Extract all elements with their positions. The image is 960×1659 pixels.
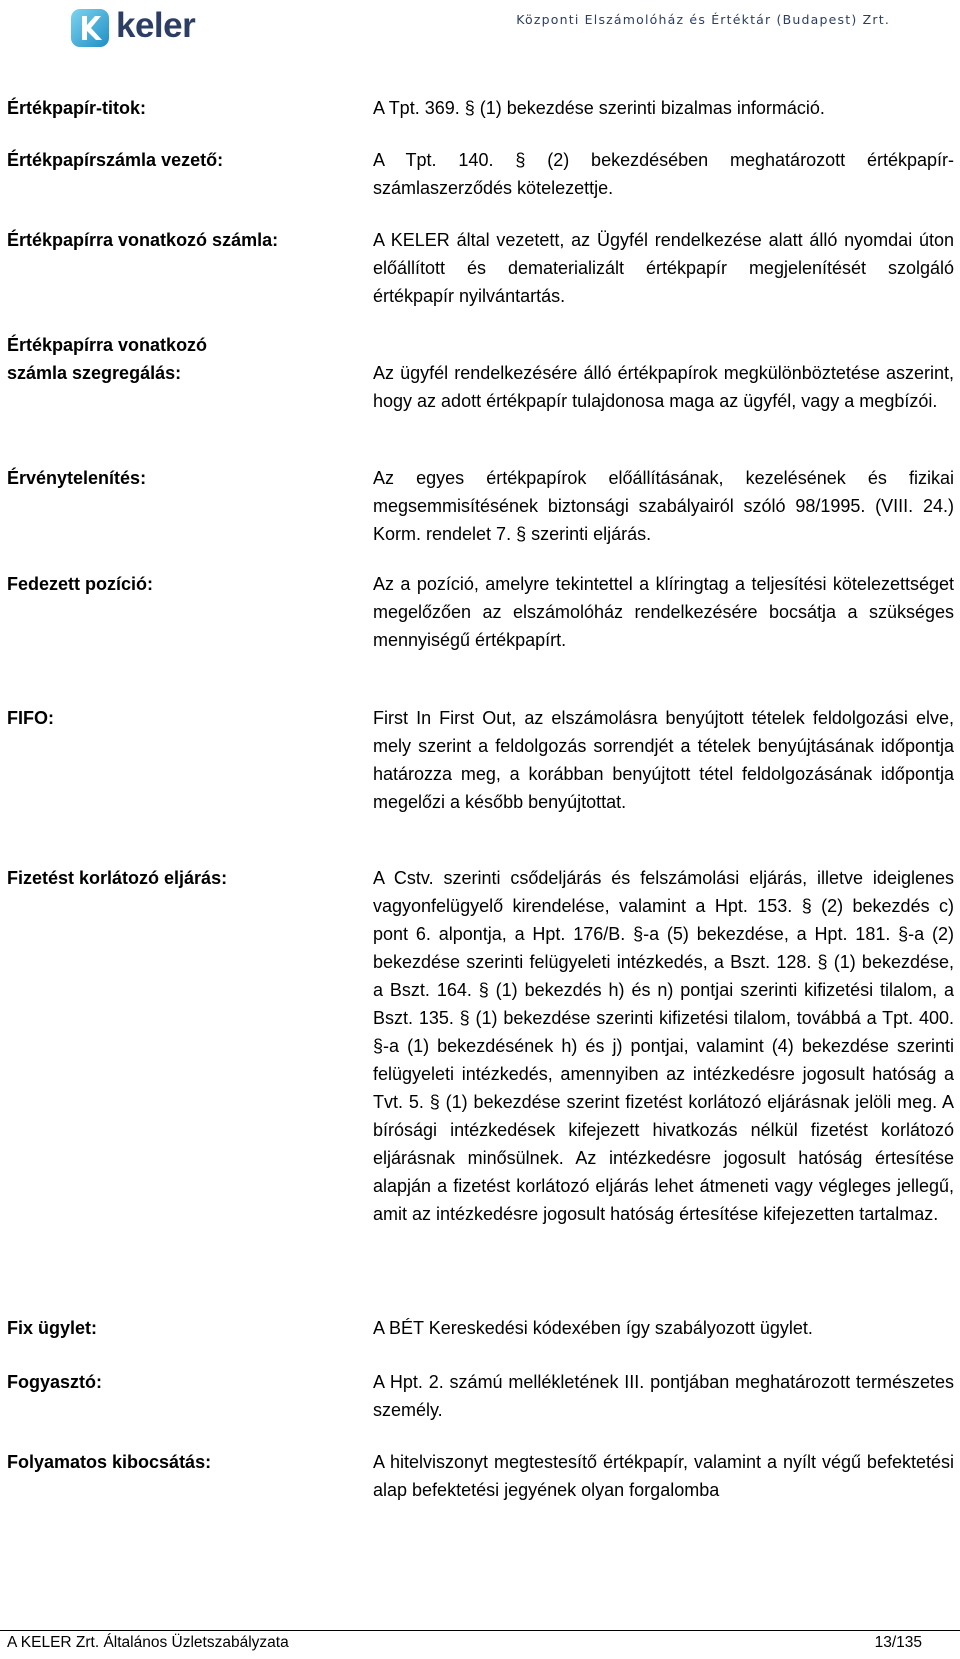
- definition: A Tpt. 140. § (2) bekezdésében meghatározott értékpapír-számlaszerződés kötelezettje.: [373, 150, 954, 198]
- definition: Az ügyfél rendelkezésére álló értékpapírok megkülönböztetése aszerint, hogy az adott értékpapír tulajdonosa maga az ügyfél, vagy a megbízói.: [373, 363, 954, 411]
- definition: A KELER által vezetett, az Ügyfél rendelkezése alatt álló nyomdai úton előállított és dematerializált értékpapír megjelenítését szolgáló értékpapír nyilvántartás.: [373, 230, 954, 306]
- term: Érvénytelenítés:: [7, 468, 147, 488]
- definition: A hitelviszonyt megtestesítő értékpapír, valamint a nyílt végű befektetési alap befektetési jegyének olyan forgalomba: [373, 1452, 954, 1500]
- term: Értékpapírra vonatkozó számla:: [7, 230, 279, 250]
- organization-name: Központi Elszámolóház és Értéktár (Budapest) Zrt.: [516, 12, 890, 27]
- keler-logo: [70, 8, 195, 48]
- term: Fizetést korlátozó eljárás:: [7, 868, 228, 888]
- term-line: számla szegregálás:: [7, 363, 182, 383]
- term-line: Értékpapírra vonatkozó: [7, 335, 208, 355]
- logo-text: keler: [116, 6, 196, 45]
- term: Fix ügylet:: [7, 1318, 98, 1338]
- definition: A Cstv. szerinti csődeljárás és felszámolási eljárás, illetve ideiglenes vagyonfelügyelő kirendelése, valamint a Hpt. 153. § (2) bekezdés c) pont 6. alpontja, a Hpt. 176/B. §-a (5) bekezdése, a Hpt. 181. §-a (2) bekezdése szerinti felügyeleti intézkedés, a Bszt. 128. § (1) bekezdése, a Bszt. 164. § (1) bekezdés h) és n) pontjai szerinti kifizetési tilalom, a Bszt. 135. § (1) bekezdése szerinti kifizetési tilalom, továbbá a Tpt. 400. §-a (1) bekezdésének h) és j) pontjai, valamint (4) bekezdése szerinti felügyeleti intézkedés, amennyiben az intézkedésre jogosult hatóság a Tvt. 5. § (1) bekezdése szerint fizetést korlátozó eljárásnak jelöli meg. A bírósági intézkedések kifejezett hivatkozás nélkül fizetést korlátozó eljárásnak minősülnek. Az intézkedésre jogosult hatóság értesítése alapján a fizetést korlátozó eljárás lehet átmeneti vagy végleges jellegű, amit az intézkedésre jogosult hatóság értesítése kifejezetten tartalmaz.: [373, 868, 954, 1224]
- definition: A Hpt. 2. számú mellékletének III. pontjában meghatározott természetes személy.: [373, 1372, 954, 1420]
- term: FIFO:: [7, 708, 54, 728]
- footer-document-title: A KELER Zrt. Általános Üzletszabályzata: [7, 1634, 289, 1651]
- footer-divider: [0, 1630, 960, 1631]
- term: Fedezett pozíció:: [7, 574, 154, 594]
- term: Értékpapír-titok:: [7, 98, 147, 118]
- term: Fogyasztó:: [7, 1372, 103, 1392]
- definition: A BÉT Kereskedési kódexében így szabályozott ügylet.: [373, 1318, 813, 1338]
- term: Folyamatos kibocsátás:: [7, 1452, 212, 1472]
- definition: First In First Out, az elszámolásra benyújtott tételek feldolgozási elve, mely szerint a feldolgozás sorrendjét a tételek benyújtásának időpontja határozza meg, a korábban benyújtott tétel feldolgozásának időpontja megelőzi a később benyújtottat.: [373, 708, 954, 812]
- definition: Az egyes értékpapírok előállításának, kezelésének és fizikai megsemmisítésének biztonsági szabályairól szóló 98/1995. (VIII. 24.) Korm. rendelet 7. § szerinti eljárás.: [373, 468, 954, 544]
- definition: A Tpt. 369. § (1) bekezdése szerinti bizalmas információ.: [373, 98, 825, 118]
- definition: Az a pozíció, amelyre tekintettel a klíringtag a teljesítési kötelezettséget megelőzően az elszámolóház rendelkezésére bocsátja a szükséges mennyiségű értékpapírt.: [373, 574, 954, 650]
- page-header: [0, 0, 960, 60]
- term: Értékpapírszámla vezető:: [7, 150, 224, 170]
- keler-k-icon: [70, 8, 110, 48]
- term: [7, 331, 347, 387]
- footer-page-number: 13/135: [874, 1634, 922, 1651]
